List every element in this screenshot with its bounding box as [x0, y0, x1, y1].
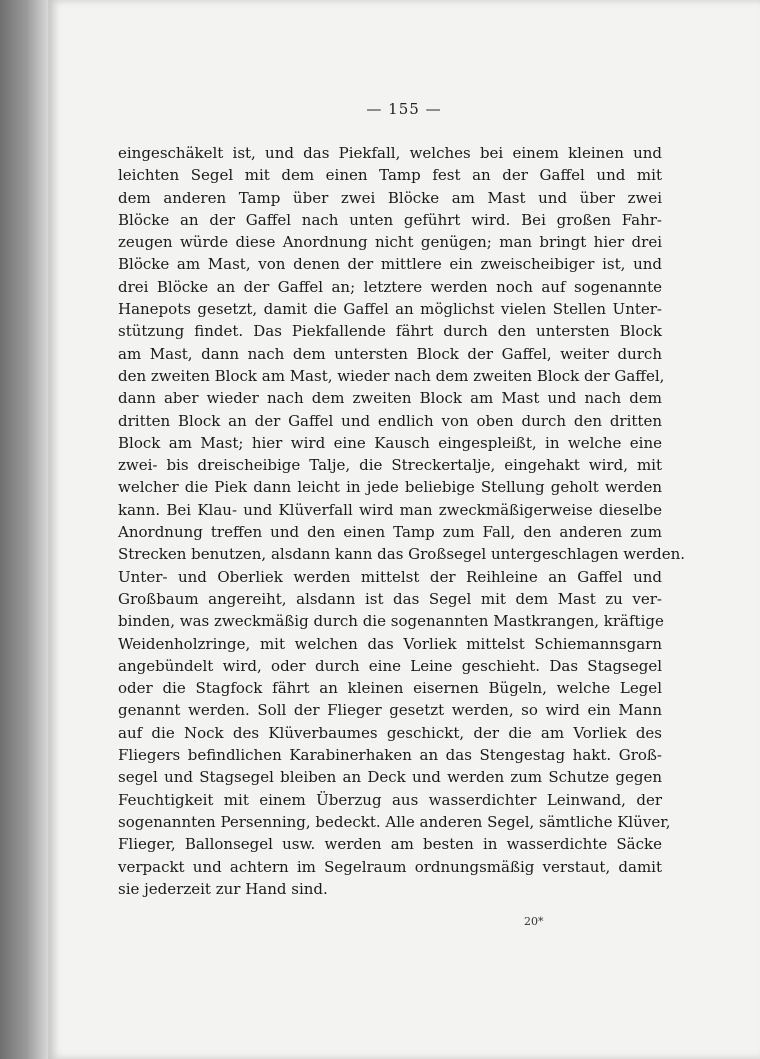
- text-line: eingeschäkelt ist, und das Piekfall, welches bei einem kleinen und: [118, 144, 662, 162]
- text-line: zeugen würde diese Anordnung nicht genügen; man bringt hier drei: [118, 233, 662, 252]
- text-line: stützung findet. Das Piekfallende fährt durch den untersten Block: [118, 322, 662, 341]
- book-page: [48, 0, 760, 1059]
- text-line: segel und Stagsegel bleiben an Deck und werden zum Schutze gegen: [118, 768, 662, 787]
- text-line: dem anderen Tamp über zwei Blöcke am Mast und über zwei: [118, 188, 662, 207]
- text-line: welcher die Piek dann leicht in jede beliebige Stellung geholt werden: [118, 478, 662, 497]
- text-line: kann. Bei Klau- und Klüverfall wird man zweckmäßigerweise dieselbe: [118, 500, 662, 519]
- text-line: Blöcke am Mast, von denen der mittlere ein zweischeibiger ist, und: [118, 255, 662, 274]
- text-line: den zweiten Block am Mast, wieder nach dem zweiten Block der Gaffel,: [118, 366, 665, 385]
- text-line: Flieger, Ballonsegel usw. werden am besten in wasserdichte Säcke: [118, 835, 662, 854]
- text-line: Strecken benutzen, alsdann kann das Großsegel untergeschlagen werden.: [118, 545, 686, 564]
- text-line: dann aber wieder nach dem zweiten Block am Mast und nach dem: [118, 389, 662, 408]
- text-line: leichten Segel mit dem einen Tamp fest an der Gaffel und mit: [118, 166, 662, 185]
- text-line: angebündelt wird, oder durch eine Leine geschieht. Das Stagsegel: [118, 656, 662, 675]
- text-line: auf die Nock des Klüverbaumes geschickt, der die am Vorliek des: [118, 723, 662, 742]
- text-line: verpackt und achtern im Segelraum ordnungsmäßig verstaut, damit: [118, 857, 662, 876]
- text-line: Großbaum angereiht, alsdann ist das Segel mit dem Mast zu ver-: [118, 589, 662, 608]
- text-line: dritten Block an der Gaffel und endlich von oben durch den dritten: [118, 411, 662, 430]
- text-line: zwei- bis dreischeibige Talje, die Streckertalje, eingehakt wird, mit: [118, 456, 662, 475]
- text-line: Unter- und Oberliek werden mittelst der Reihleine an Gaffel und: [118, 567, 662, 586]
- text-line: drei Blöcke an der Gaffel an; letztere werden noch auf sogenannte: [118, 277, 662, 296]
- text-line: Fliegers befindlichen Karabinerhaken an das Stengestag hakt. Groß-: [118, 746, 662, 765]
- text-line: Feuchtigkeit mit einem Überzug aus wasserdichter Leinwand, der: [118, 790, 662, 809]
- text-line: genannt werden. Soll der Flieger gesetzt werden, so wird ein Mann: [118, 701, 662, 720]
- text-line: Block am Mast; hier wird eine Kausch eingespleißt, in welche eine: [118, 433, 662, 452]
- text-line: oder die Stagfock fährt an kleinen eisernen Bügeln, welche Legel: [118, 679, 662, 698]
- body-text: [118, 142, 686, 900]
- text-line: Hanepots gesetzt, damit die Gaffel an möglichst vielen Stellen Unter-: [118, 300, 662, 319]
- text-line: Anordnung treffen und den einen Tamp zum Fall, den anderen zum: [118, 523, 662, 542]
- text-line: sie jederzeit zur Hand sind.: [118, 879, 328, 898]
- sheet-signature: 20*: [524, 915, 544, 928]
- text-line: Blöcke an der Gaffel nach unten geführt wird. Bei großen Fahr-: [118, 210, 662, 229]
- text-line: sogenannten Persenning, bedeckt. Alle anderen Segel, sämtliche Klüver,: [118, 812, 671, 831]
- page-number-header: — 155 —: [366, 100, 442, 118]
- text-line: binden, was zweckmäßig durch die sogenannten Mastkrangen, kräftige: [118, 612, 664, 631]
- text-line: Weidenholzringe, mit welchen das Vorliek mittelst Schiemannsgarn: [118, 634, 662, 653]
- text-line: am Mast, dann nach dem untersten Block der Gaffel, weiter durch: [118, 344, 662, 363]
- scan-binding-shadow: [0, 0, 48, 1059]
